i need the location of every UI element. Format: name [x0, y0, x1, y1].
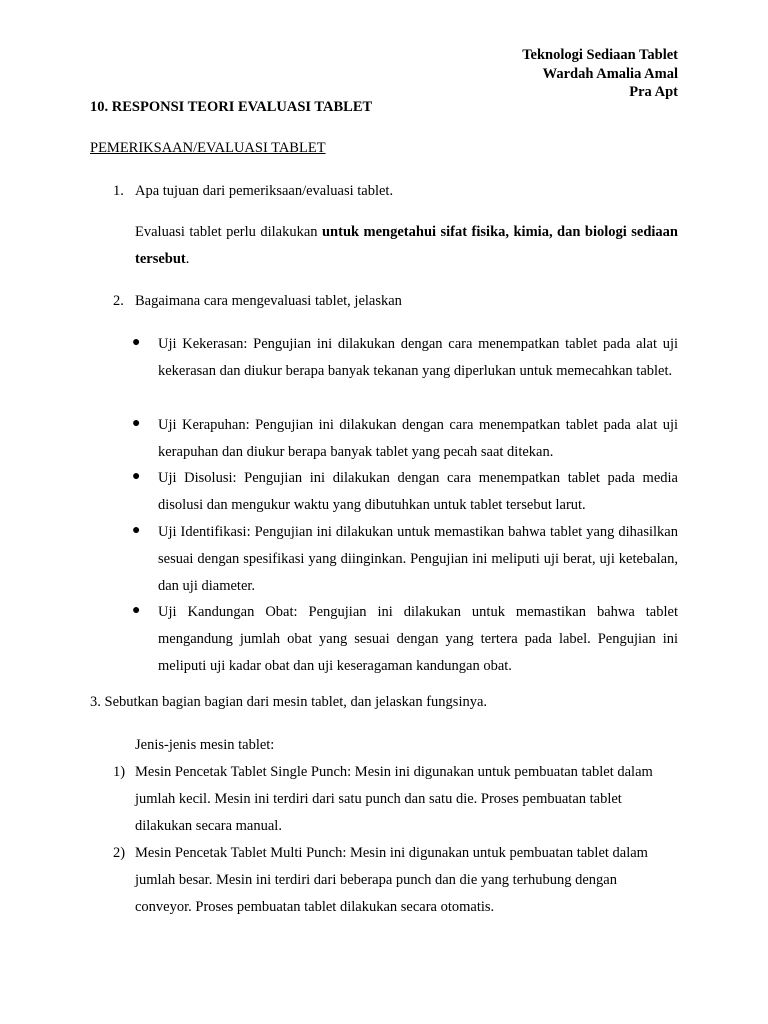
header-program: Pra Apt: [629, 84, 678, 100]
bullet-item-disolusi: Uji Disolusi: Pengujian ini dilakukan dengan cara menempatkan tablet pada media disolusi dan mengukur waktu yang dibutuhkan untuk tablet tersebut larut.: [158, 470, 678, 513]
bullet-icon: ●: [132, 523, 141, 538]
q1-number: 1.: [113, 183, 124, 199]
q1-question: Apa tujuan dari pemeriksaan/evaluasi tablet.: [135, 183, 394, 199]
q3-item-1-line-2: jumlah kecil. Mesin ini terdiri dari satu punch dan satu die. Proses pembuatan tablet: [135, 791, 622, 807]
q3-item-2-line-3: conveyor. Proses pembuatan tablet dilakukan secara otomatis.: [135, 899, 495, 915]
q3-question: 3. Sebutkan bagian bagian dari mesin tablet, dan jelaskan fungsinya.: [90, 694, 488, 710]
q3-item-number: 1): [113, 764, 126, 780]
q2-question: Bagaimana cara mengevaluasi tablet, jelaskan: [135, 293, 402, 309]
q3-item-1-line-3: dilakukan secara manual.: [135, 818, 282, 834]
q3-item-1-line-1: Mesin Pencetak Tablet Single Punch: Mesin ini digunakan untuk pembuatan tablet dalam: [135, 764, 653, 780]
bullet-icon: ●: [132, 416, 141, 431]
document-title: 10. RESPONSI TEORI EVALUASI TABLET: [90, 99, 373, 115]
bullet-item-kandungan-obat: Uji Kandungan Obat: Pengujian ini dilakukan untuk memastikan bahwa tablet mengandung jumlah obat yang sesuai dengan yang tertera pada label. Pengujian ini meliputi uji kadar obat dan uji keseragaman kandungan obat.: [158, 604, 678, 674]
header-author: Wardah Amalia Amal: [542, 65, 678, 82]
bullet-icon: ●: [132, 603, 141, 618]
bullet-icon: ●: [132, 335, 141, 350]
q1-answer-bold: untuk mengetahui sifat fisika, kimia, dan biologi sediaan tersebut: [135, 224, 678, 267]
q1-answer-suffix: .: [185, 251, 190, 267]
q3-item-number: 2): [113, 845, 126, 861]
bullet-icon: ●: [132, 469, 141, 484]
q2-number: 2.: [113, 293, 124, 309]
section-title: PEMERIKSAAN/EVALUASI TABLET: [90, 140, 326, 156]
bullet-item-identifikasi: Uji Identifikasi: Pengujian ini dilakukan untuk memastikan bahwa tablet yang dihasilkan sesuai dengan spesifikasi yang diinginkan. Pengujian ini meliputi uji berat, uji ketebalan, dan uji diameter.: [158, 524, 678, 594]
q3-intro: Jenis-jenis mesin tablet:: [135, 737, 275, 753]
bullet-item-kekerasan: Uji Kekerasan: Pengujian ini dilakukan dengan cara menempatkan tablet pada alat uji kekerasan dan diukur berapa banyak tekanan yang diperlukan untuk memecahkan tablet.: [158, 336, 678, 379]
q1-answer-prefix: Evaluasi tablet perlu dilakukan: [135, 224, 322, 240]
bullet-item-kerapuhan: Uji Kerapuhan: Pengujian ini dilakukan dengan cara menempatkan tablet pada alat uji kerapuhan dan diukur berapa banyak tablet yang pecah saat ditekan.: [158, 417, 678, 460]
q3-item-2-line-2: jumlah besar. Mesin ini terdiri dari beberapa punch dan die yang terhubung dengan: [135, 872, 617, 888]
header-course: Teknologi Sediaan Tablet: [522, 47, 678, 63]
q1-answer: [135, 219, 678, 273]
header-block: [90, 46, 678, 102]
q3-item-2-line-1: Mesin Pencetak Tablet Multi Punch: Mesin ini digunakan untuk pembuatan tablet dalam: [135, 845, 648, 861]
